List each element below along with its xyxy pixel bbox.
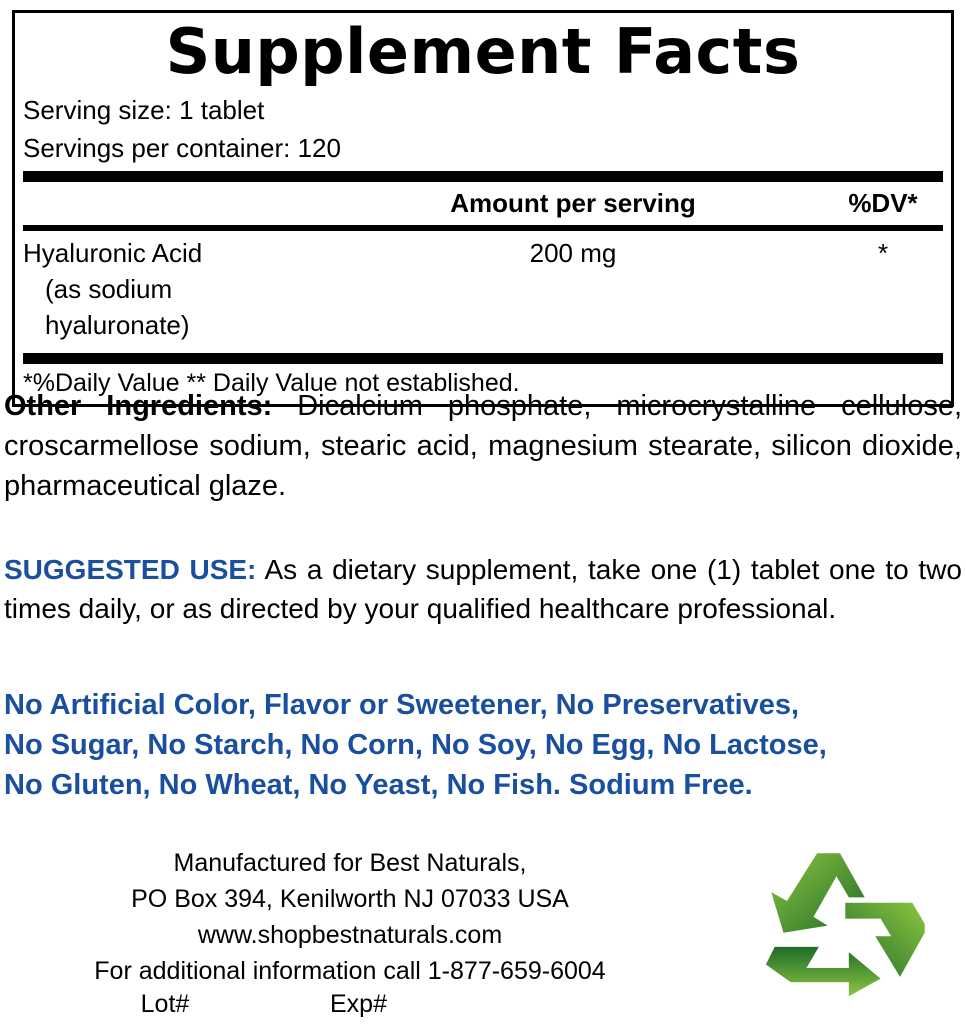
claims-line-1: No Artificial Color, Flavor or Sweetener, No Preservatives, [4,689,800,721]
free-from-claims [4,685,962,805]
serving-size: Serving size: 1 tablet [23,95,265,125]
table-row [23,231,943,347]
ingredient-amount: 200 mg [529,238,617,268]
address-line: PO Box 394, Kenilworth NJ 07033 USA [131,885,569,913]
phone-line: For additional information call 1-877-659-6004 [94,957,606,985]
header-amount-per-serving: Amount per serving [450,188,696,218]
other-ingredients-block [4,386,962,506]
servings-per-container: Servings per container: 120 [23,133,341,163]
header-daily-value: %DV* [848,188,918,218]
ingredient-dv: * [877,238,889,268]
divider-thick-top [23,171,943,182]
other-ingredients-label: Other Ingredients: [4,390,273,422]
other-ingredients-text: Dicalcium phosphate, microcrystalline cellulose, croscarmellose sodium, stearic acid, magnesium stearate, silicon dioxide, pharmaceutical glaze. [4,390,963,502]
facts-table-header [23,182,943,225]
divider-thick-bottom [23,353,943,364]
suggested-use-block [4,550,962,628]
manufacturer-info [0,845,700,989]
ingredient-name: Hyaluronic Acid [23,238,203,268]
exp-date-label: Exp# [330,990,387,1018]
website-line[interactable]: www.shopbestnaturals.com [197,921,503,949]
lot-number-label: Lot# [140,990,190,1018]
ingredient-name-cell [23,235,323,343]
ingredient-subname: (as sodium hyaluronate) [45,274,190,340]
claims-line-3: No Gluten, No Wheat, No Yeast, No Fish. Sodium Free. [4,769,753,801]
suggested-use-label: SUGGESTED USE: [4,554,257,585]
manufacturer-line: Manufactured for Best Naturals, [173,849,527,877]
claims-line-2: No Sugar, No Starch, No Corn, No Soy, No Egg, No Lactose, [4,729,827,761]
daily-value-footnote: *%Daily Value ** Daily Value not established. [23,369,520,397]
lot-exp-row [0,988,700,1020]
recycle-icon [745,848,935,998]
suggested-use-text: As a dietary supplement, take one (1) tablet one to two times daily, or as directed by your qualified healthcare professional. [4,554,962,624]
supplement-facts-title: Supplement Facts [165,15,801,88]
supplement-facts-panel [12,10,954,407]
